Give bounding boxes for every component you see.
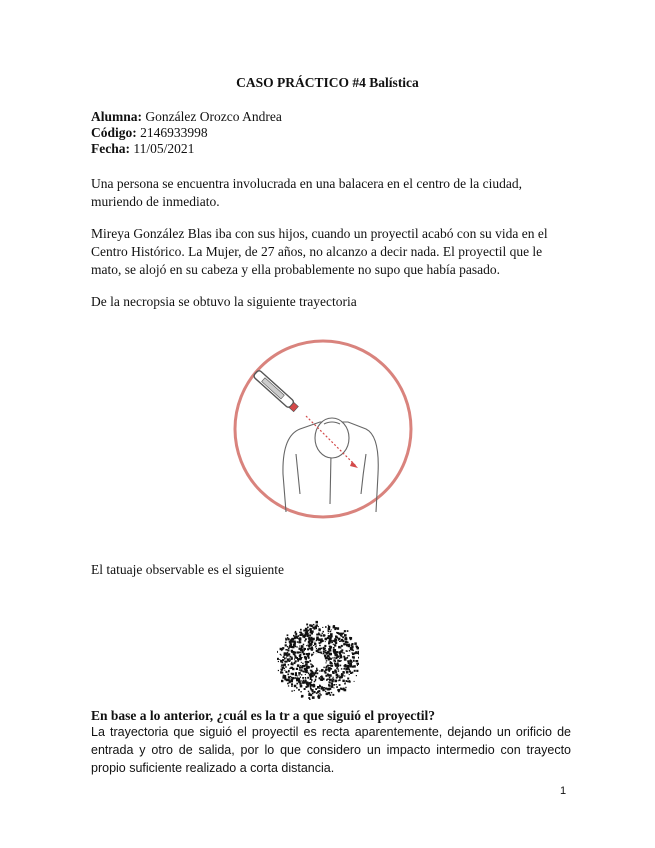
codigo-value: 2146933998 bbox=[136, 125, 208, 140]
tattoo-figure bbox=[277, 618, 359, 700]
fecha-label: Fecha: bbox=[91, 141, 130, 156]
trajectory-figure bbox=[228, 334, 418, 524]
alumna-label: Alumna: bbox=[91, 109, 143, 124]
fecha-line bbox=[91, 140, 194, 158]
paragraph-victim: Mireya González Blas iba con sus hijos, cuando un proyectil acabó con su vida en el Centro Histórico. La Mujer, de 27 años, no alcanzo a decir nada. El proyectil que le mato, se alojó en su cabeza y ella probablemente no supo que había pasado. bbox=[91, 226, 548, 277]
page-number: 1 bbox=[560, 785, 567, 797]
question-text: En base a lo anterior, ¿cuál es la tr a que siguió el proyectil? bbox=[91, 708, 435, 723]
paragraph-necropsy: De la necropsia se obtuvo la siguiente trayectoria bbox=[91, 294, 357, 309]
entry-wound-icon bbox=[311, 653, 325, 667]
alumna-value: González Orozco Andrea bbox=[142, 109, 282, 124]
codigo-label: Código: bbox=[91, 125, 137, 140]
fecha-value: 11/05/2021 bbox=[129, 141, 195, 156]
answer-text: La trayectoria que siguió el proyectil es recta aparentemente, dejando un orificio de entrada y otro de salida, por lo que considero un impacto intermedio con trayecto propio suficiente realizado a corta distancia. bbox=[91, 725, 571, 775]
document-title: CASO PRÁCTICO #4 Balística bbox=[236, 75, 419, 90]
tatuaje-caption: El tatuaje observable es el siguiente bbox=[91, 562, 285, 577]
paragraph-intro: Una persona se encuentra involucrada en una balacera en el centro de la ciudad, muriendo de inmediato. bbox=[91, 176, 523, 209]
